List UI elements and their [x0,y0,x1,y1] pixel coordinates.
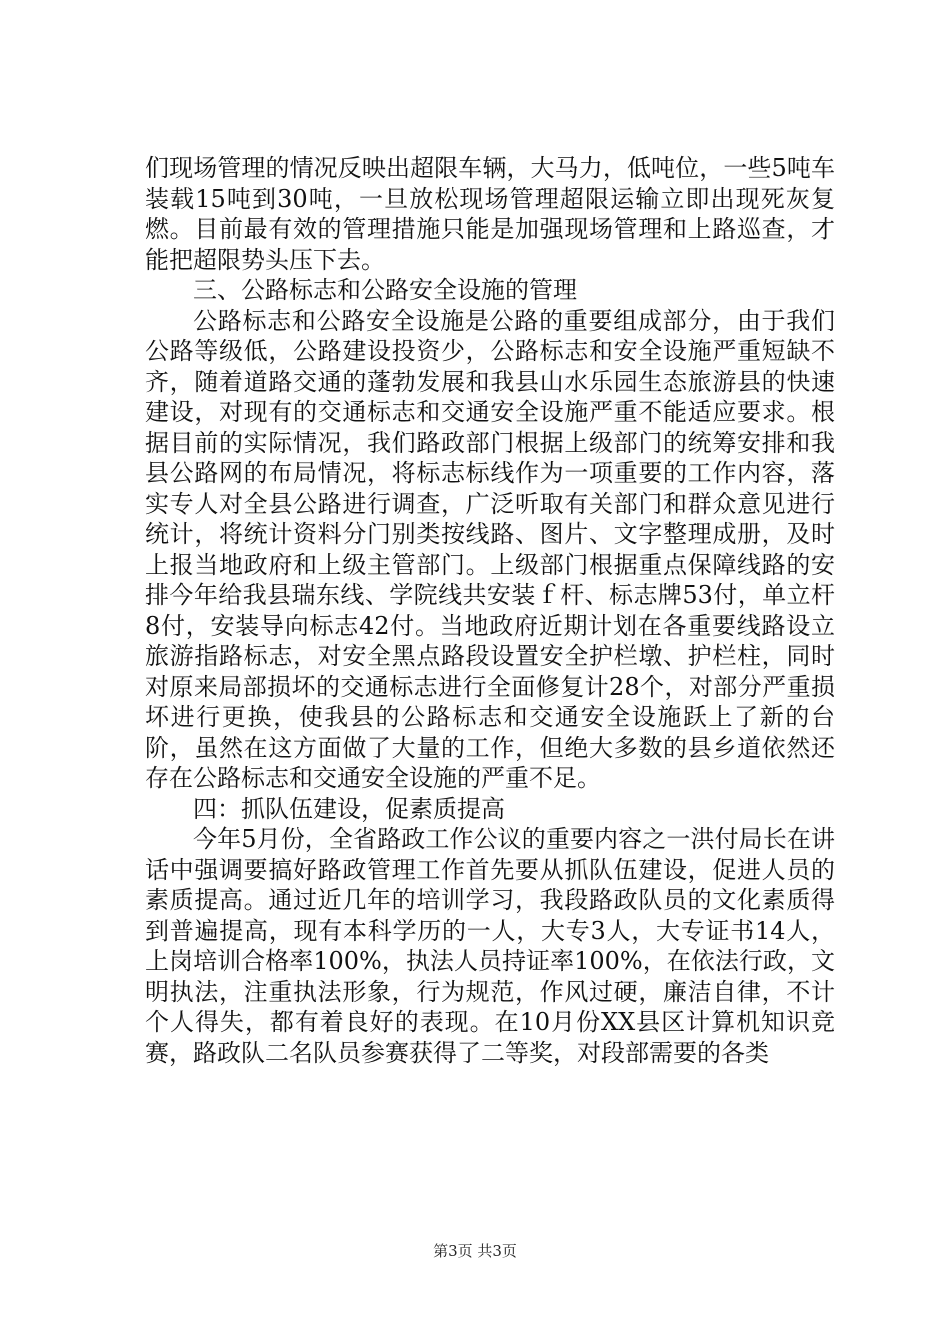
section-heading-4: 四：抓队伍建设，促素质提高 [193,794,505,823]
paragraph-continuation: 们现场管理的情况反映出超限车辆，大马力，低吨位，一些5吨车装载15吨到30吨，一旦放松现场管理超限运输立即出现死灰复燃。目前最有效的管理措施只能是加强现场管理和上路巡查，才能把超限势头压下去。 [145,154,835,274]
section-heading-3: 三、公路标志和公路安全设施的管理 [193,276,577,304]
page-number-footer: 第3页 共3页 [433,1242,517,1260]
paragraph-team-building: 今年5月份，全省路政工作公议的重要内容之一洪付局长在讲话中强调要搞好路政管理工作首先要从抓队伍建设，促进人员的素质提高。通过近几年的培训学习，我段路政队员的文化素质得到普遍提高，现有本科学历的一人，大专3人，大专证书14人，上岗培训合格率100%，执法人员持证率100%，在依法行政，文明执法，注重执法形象，行为规范，作风过硬，廉洁自律，不计个人得失，都有着良好的表现。在10月份XX县区计算机知识竞赛，路政队二名队员参赛获得了二等奖，对段部需要的各类 [145,825,835,1067]
paragraph-road-signs: 公路标志和公路安全设施是公路的重要组成部分，由于我们公路等级低，公路建设投资少，公路标志和安全设施严重短缺不齐，随着道路交通的蓬勃发展和我县山水乐园生态旅游县的快速建设，对现有的交通标志和交通安全设施严重不能适应要求。根据目前的实际情况，我们路政部门根据上级部门的统筹安排和我县公路网的布局情况，将标志标线作为一项重要的工作内容，落实专人对全县公路进行调查，广泛听取有关部门和群众意见进行统计，将统计资料分门别类按线路、图片、文字整理成册，及时上报当地政府和上级主管部门。上级部门根据重点保障线路的安排今年给我县瑞东线、学院线共安装ｆ杆、标志牌53付，单立杆8付，安装导向标志42付。当地政府近期计划在各重要线路设立旅游指路标志，对安全黑点路段设置安全护栏墩、护栏柱，同时对原来局部损坏的交通标志进行全面修复计28个，对部分严重损坏进行更换，使我县的公路标志和交通安全设施跃上了新的台阶，虽然在这方面做了大量的工作，但绝大多数的县乡道依然还存在公路标志和交通安全设施的严重不足。 [145,306,835,792]
document-body [145,153,835,1068]
